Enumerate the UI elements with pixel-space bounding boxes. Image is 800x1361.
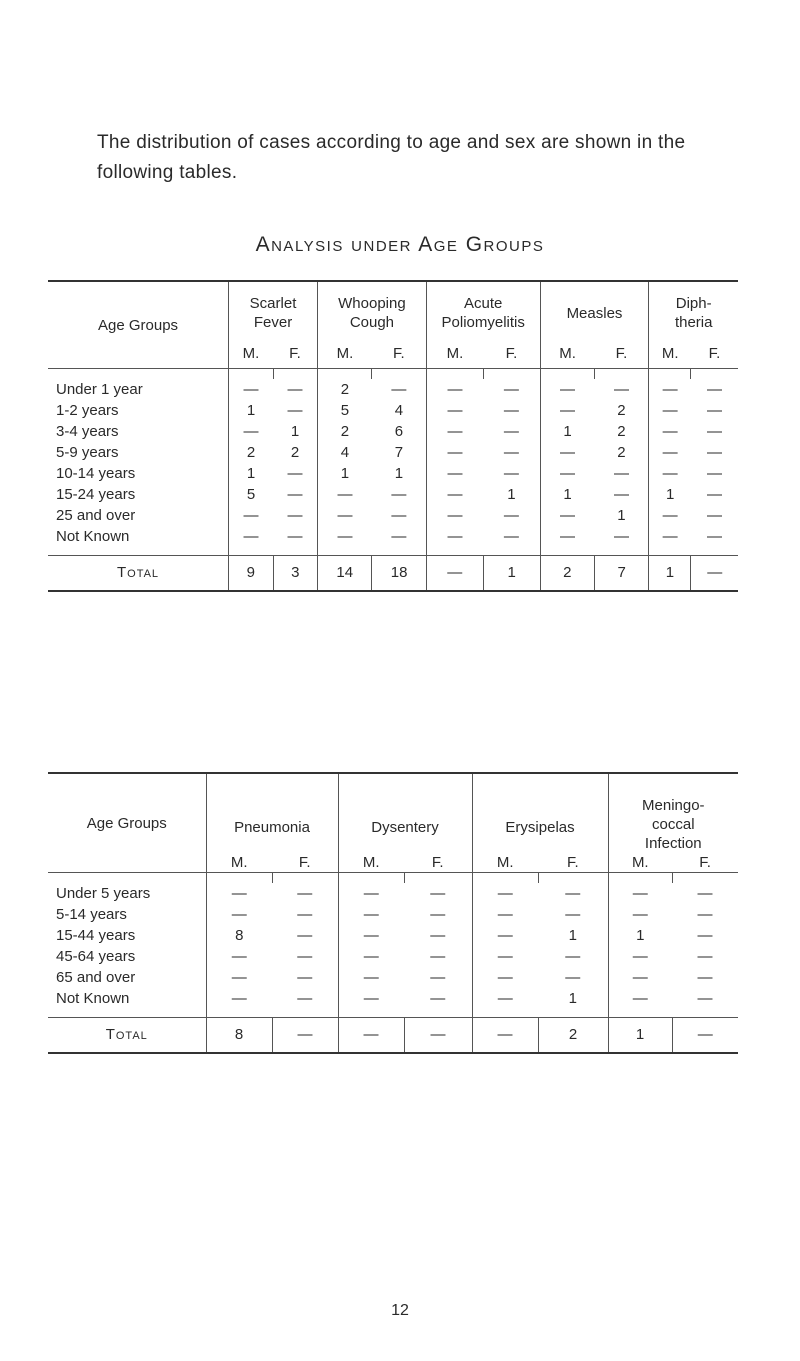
table-cell: —	[338, 946, 404, 967]
age-group-label: 25 and over	[48, 505, 229, 526]
table-cell: —	[426, 442, 483, 463]
table-cell: —	[540, 400, 594, 421]
table-cell: —	[503, 402, 519, 419]
disease-name: Cough	[349, 314, 395, 331]
total-cell: —	[691, 556, 738, 592]
table-cell: 1	[568, 990, 577, 1007]
table-cell: —	[287, 381, 303, 398]
table-cell: —	[472, 904, 538, 925]
table-cell: 2	[617, 402, 626, 419]
table-cell: 2	[318, 379, 372, 400]
sex-m-label: M.	[540, 344, 594, 368]
table-cell: —	[430, 906, 446, 923]
table-cell: —	[391, 507, 407, 524]
table-cell: 1	[617, 507, 626, 524]
table-cell: —	[430, 885, 446, 902]
sex-f-label: F.	[431, 854, 444, 871]
table-cell: 1	[608, 925, 672, 946]
table-cell: —	[426, 526, 483, 547]
table-cell: 6	[394, 423, 404, 440]
table-cell: —	[338, 904, 404, 925]
table-cell: 5	[318, 400, 372, 421]
table-cell: 4	[394, 402, 404, 419]
table-cell: —	[697, 885, 713, 902]
sex-m-label: M.	[242, 345, 260, 363]
table-cell: —	[338, 925, 404, 946]
age-groups-header: Age Groups	[48, 773, 206, 873]
table-cell: —	[231, 948, 247, 965]
table-row	[48, 988, 738, 1009]
table-cell: —	[472, 946, 538, 967]
table-cell: —	[565, 969, 581, 986]
disease-name: Pneumonia	[234, 819, 310, 836]
sex-f-label: F.	[699, 854, 711, 871]
table-cell: —	[706, 423, 722, 440]
table-cell: 5	[246, 486, 256, 503]
table-cell: —	[697, 906, 713, 923]
table-cell: —	[231, 990, 247, 1007]
age-group-label: Under 1 year	[48, 379, 229, 400]
table-row	[48, 526, 738, 547]
table-cell: —	[649, 442, 691, 463]
disease-name: Infection	[644, 835, 702, 852]
disease-header-scarlet-fever	[229, 281, 318, 344]
table-cell: —	[297, 969, 313, 986]
table-cell: —	[231, 885, 247, 902]
table-row	[48, 883, 738, 904]
table-cell: —	[697, 927, 713, 944]
table-cell: —	[338, 967, 404, 988]
sex-f-label: F.	[708, 345, 721, 363]
table-cell: —	[706, 444, 722, 461]
table-cell: —	[391, 381, 407, 398]
table-cell: 2	[318, 421, 372, 442]
table-cell: 1	[246, 465, 256, 482]
sex-f-label: F.	[298, 854, 311, 871]
table-cell: —	[565, 948, 581, 965]
table-cell: —	[503, 507, 519, 524]
table-cell: —	[706, 465, 722, 482]
table-cell: —	[297, 906, 313, 923]
table-cell: —	[503, 423, 519, 440]
table-cell: —	[426, 379, 483, 400]
table-cell: 8	[235, 927, 244, 944]
age-group-label: 5-9 years	[48, 442, 229, 463]
age-group-label: 1-2 years	[48, 400, 229, 421]
table-cell: —	[706, 486, 722, 503]
disease-name: Meningo-	[642, 797, 705, 814]
age-group-label: 5-14 years	[48, 904, 206, 925]
total-cell: —	[472, 1018, 538, 1054]
table-cell: —	[608, 967, 672, 988]
disease-name: Scarlet	[249, 295, 297, 312]
table-cell: —	[391, 528, 407, 545]
sex-f-label: F.	[393, 345, 405, 363]
disease-name: Acute	[464, 295, 503, 312]
sex-m-label: M.	[338, 853, 404, 873]
intro-paragraph: The distribution of cases according to age and sex are shown in the following tables.	[97, 132, 686, 183]
total-cell: —	[404, 1018, 472, 1054]
sex-f-label: F.	[566, 854, 579, 871]
table-cell: —	[613, 486, 629, 503]
disease-name: Fever	[253, 314, 293, 331]
table-cell: —	[565, 906, 581, 923]
table-cell: —	[649, 421, 691, 442]
spacer-row	[48, 1009, 738, 1018]
age-group-label: 3-4 years	[48, 421, 229, 442]
disease-header-acute-poliomyelitis	[426, 281, 540, 344]
table-cell: 2	[617, 423, 626, 440]
table-caption: Analysis under Age Groups	[255, 233, 545, 256]
disease-header-diphtheria	[649, 281, 738, 344]
total-row	[48, 556, 738, 592]
total-cell: 1	[608, 1018, 672, 1054]
disease-name: Whooping	[338, 295, 406, 312]
table-cell: —	[297, 948, 313, 965]
age-group-label: Not Known	[48, 988, 206, 1009]
table-cell: —	[503, 444, 519, 461]
total-label: Total	[48, 1018, 206, 1054]
sex-m-label: M.	[318, 344, 372, 368]
table-cell: —	[391, 486, 407, 503]
total-cell: —	[272, 1018, 338, 1054]
table-cell: 2	[617, 444, 626, 461]
table-cell: —	[706, 507, 722, 524]
total-cell: 2	[540, 556, 594, 592]
table-row	[48, 946, 738, 967]
total-cell: —	[338, 1018, 404, 1054]
table-cell: —	[503, 381, 519, 398]
table-cell: —	[287, 465, 303, 482]
total-cell: —	[672, 1018, 738, 1054]
sex-m-label: M.	[608, 853, 672, 873]
table-cell: —	[649, 379, 691, 400]
table-cell: —	[297, 885, 313, 902]
age-analysis-table-2	[48, 772, 738, 1054]
disease-name: Erysipelas	[505, 819, 575, 836]
sex-m-label: M.	[649, 344, 691, 368]
sex-f-label: F.	[505, 345, 518, 363]
table-cell: —	[338, 883, 404, 904]
table-cell: —	[540, 442, 594, 463]
sex-m-label: M.	[472, 853, 538, 873]
table-cell: 7	[394, 444, 404, 461]
table-row	[48, 505, 738, 526]
header-row	[48, 281, 738, 344]
header-row	[48, 773, 738, 853]
table-cell: —	[697, 990, 713, 1007]
age-groups-header: Age Groups	[48, 281, 229, 369]
table-cell: —	[318, 484, 372, 505]
table-cell: —	[613, 465, 629, 482]
table-cell: 1	[540, 484, 594, 505]
table-row	[48, 904, 738, 925]
table-cell: —	[649, 505, 691, 526]
total-cell: 1	[483, 556, 540, 592]
table-row	[48, 925, 738, 946]
age-group-label: Not Known	[48, 526, 229, 547]
total-cell: 2	[538, 1018, 608, 1054]
table-cell: —	[426, 505, 483, 526]
table-cell: —	[472, 925, 538, 946]
table-cell: —	[426, 463, 483, 484]
table-cell: —	[565, 885, 581, 902]
table-cell: —	[472, 967, 538, 988]
table-cell: —	[231, 906, 247, 923]
sex-m-label: M.	[230, 854, 248, 871]
table-row	[48, 400, 738, 421]
disease-header-pneumonia	[206, 773, 338, 853]
total-cell: 7	[594, 556, 648, 592]
table-cell: —	[472, 883, 538, 904]
table-cell: —	[608, 883, 672, 904]
table-row	[48, 967, 738, 988]
table-cell: —	[430, 927, 446, 944]
table-cell: 2	[246, 444, 256, 461]
total-cell: —	[426, 556, 483, 592]
table-cell: —	[608, 988, 672, 1009]
sex-m-label: M.	[426, 344, 483, 368]
table-row	[48, 484, 738, 505]
table-cell: —	[243, 381, 259, 398]
table-cell: —	[297, 927, 313, 944]
disease-name: Poliomyelitis	[441, 314, 525, 331]
table-row	[48, 379, 738, 400]
table-cell: —	[503, 465, 519, 482]
total-cell: 14	[318, 556, 372, 592]
table-cell: —	[613, 528, 629, 545]
table-cell: —	[243, 423, 259, 440]
table-cell: 2	[290, 444, 300, 461]
total-cell: 9	[229, 556, 274, 592]
age-group-label: 10-14 years	[48, 463, 229, 484]
table-cell: 1	[540, 421, 594, 442]
disease-header-meningococcal	[608, 773, 738, 853]
table-cell: —	[243, 528, 259, 545]
age-group-label: 65 and over	[48, 967, 206, 988]
table-cell: —	[318, 505, 372, 526]
table-cell: —	[430, 990, 446, 1007]
table-cell: —	[297, 990, 313, 1007]
table-cell: —	[649, 400, 691, 421]
total-cell: 3	[273, 556, 318, 592]
table-cell: —	[231, 969, 247, 986]
table-cell: —	[318, 526, 372, 547]
table-cell: —	[338, 988, 404, 1009]
table-cell: —	[706, 402, 722, 419]
table-cell: —	[613, 381, 629, 398]
table-cell: —	[540, 526, 594, 547]
spacer-row	[48, 547, 738, 556]
table-cell: 1	[568, 927, 577, 944]
table-cell: —	[287, 507, 303, 524]
table-cell: —	[287, 486, 303, 503]
table-cell: —	[697, 969, 713, 986]
disease-header-measles	[540, 281, 649, 344]
table-cell: —	[287, 402, 303, 419]
disease-name: Diph-	[675, 295, 712, 312]
disease-header-whooping-cough	[318, 281, 427, 344]
table-cell: 1	[507, 486, 516, 503]
table-cell: —	[706, 528, 722, 545]
table-cell: —	[430, 948, 446, 965]
total-cell: 1	[649, 556, 691, 592]
total-cell: 8	[206, 1018, 272, 1054]
table-cell: —	[649, 526, 691, 547]
table-cell: —	[540, 463, 594, 484]
table-cell: 1	[394, 465, 404, 482]
table-cell: —	[430, 969, 446, 986]
table-cell: —	[608, 904, 672, 925]
total-label: Total	[48, 556, 229, 592]
table-row	[48, 421, 738, 442]
table-cell: —	[287, 528, 303, 545]
table-cell: —	[540, 379, 594, 400]
table-cell: 1	[318, 463, 372, 484]
page-number: 12	[391, 1302, 409, 1319]
disease-name: coccal	[652, 816, 695, 833]
table-cell: —	[649, 463, 691, 484]
table-cell: —	[472, 988, 538, 1009]
age-group-label: 45-64 years	[48, 946, 206, 967]
table-cell: —	[706, 381, 722, 398]
disease-header-erysipelas	[472, 773, 608, 853]
table-cell: —	[608, 946, 672, 967]
table-row	[48, 463, 738, 484]
age-group-label: 15-44 years	[48, 925, 206, 946]
table-cell: —	[503, 528, 519, 545]
table-cell: 1	[290, 423, 300, 440]
table-cell: —	[540, 505, 594, 526]
disease-name: Dysentery	[371, 819, 439, 836]
disease-name: Measles	[566, 305, 623, 322]
table-cell: 1	[649, 484, 691, 505]
total-cell: 18	[372, 556, 426, 592]
table-cell: —	[426, 484, 483, 505]
table-cell: —	[426, 421, 483, 442]
header-rule	[48, 873, 738, 884]
age-analysis-table-1	[48, 280, 738, 592]
table-row	[48, 442, 738, 463]
sex-f-label: F.	[615, 345, 628, 363]
header-rule	[48, 369, 738, 380]
age-group-label: Under 5 years	[48, 883, 206, 904]
table-cell: —	[243, 507, 259, 524]
table-cell: —	[697, 948, 713, 965]
table-cell: —	[426, 400, 483, 421]
age-group-label: 15-24 years	[48, 484, 229, 505]
disease-name: theria	[674, 314, 713, 331]
sex-f-label: F.	[289, 345, 301, 363]
table-cell: 1	[246, 402, 256, 419]
disease-header-dysentery	[338, 773, 472, 853]
table-cell: 4	[318, 442, 372, 463]
total-row	[48, 1018, 738, 1054]
